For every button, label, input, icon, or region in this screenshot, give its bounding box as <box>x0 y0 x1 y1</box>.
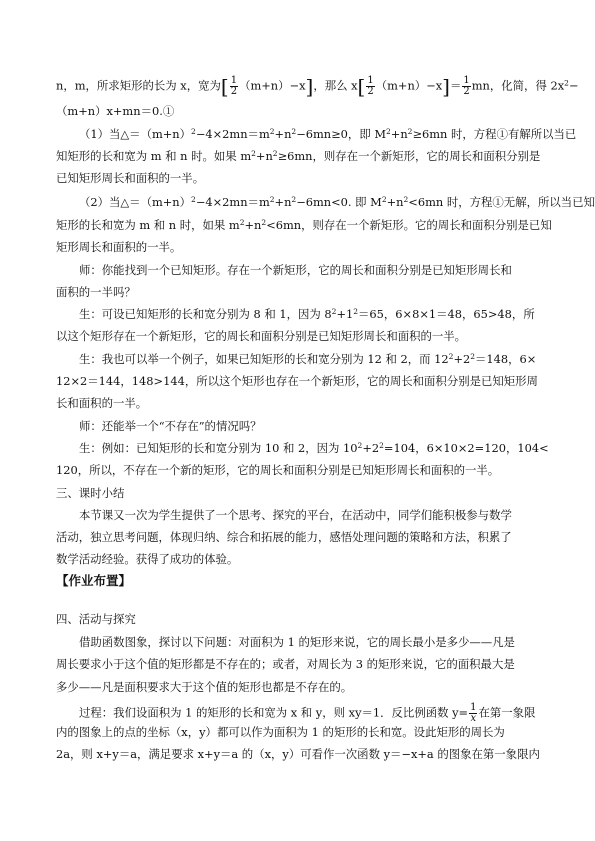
denominator: 2 <box>463 86 470 97</box>
superscript: 2 <box>191 127 196 136</box>
denominator: x <box>470 713 477 724</box>
bracket-open: [ <box>220 74 229 99</box>
text: 生：例如：已知矩形的长和宽分别为 10 和 2，因为 10 <box>79 441 358 455</box>
case1-line2 <box>56 149 546 163</box>
superscript: 2 <box>381 195 387 204</box>
case1-line1 <box>79 127 577 141</box>
superscript: 2 <box>448 352 454 361</box>
text: +n <box>274 195 292 209</box>
case2-line2 <box>56 218 552 232</box>
text: −6mn<0. 即 M <box>296 195 382 209</box>
text: 在第一象限 <box>478 705 536 720</box>
section4-heading: 四、活动与探究 <box>56 612 136 626</box>
section3-line1: 本节课又一次为学生提供了一个思考、探究的平台，在活动中，同学们能积极参与数学 <box>79 508 512 522</box>
student2-line3: 长和面积的一半。 <box>56 396 148 410</box>
homework-heading: 【作业布置】 <box>56 573 132 588</box>
text: −6mn≥0，即 M <box>296 127 386 141</box>
section3-heading: 三、课时小结 <box>56 486 125 500</box>
process-line2: 内的图象上的点的坐标（x，y）都可以作为面积为 1 的矩形的长和宽。设此矩形的周长为 <box>56 725 505 739</box>
numerator: 1 <box>367 75 374 86</box>
para1-line1 <box>56 74 579 99</box>
numerator: 1 <box>463 75 470 86</box>
text: − <box>568 78 579 93</box>
student3-line2: 120，所以，不存在一个新的矩形，它的周长和面积分别是已知矩形周长和面积的一半。 <box>56 463 500 477</box>
superscript: 2 <box>269 127 275 136</box>
case2-line1 <box>79 195 595 209</box>
text: 矩形的长和宽为 m 和 n 时，如果 m <box>56 218 240 232</box>
section3-line2: 活动，独立思考问题，体现归纳、综合和拓展的能力，感悟处理问题的策略和方法，积累了 <box>56 530 512 544</box>
process-line1 <box>79 703 546 724</box>
case1-line3: 已知矩形周长和面积的一半。 <box>56 171 205 185</box>
text: <6mn，则存在一个新矩形。它的周长和面积分别是已知 <box>266 218 552 232</box>
section4-line3: 多少——凡是面积要求大于这个值的矩形也都是不存在的。 <box>56 680 353 694</box>
denominator: 2 <box>230 86 238 97</box>
student1-line2: 以这个矩形存在一个新矩形，它的周长和面积分别是已知矩形周长和面积的一半。 <box>56 329 467 343</box>
text: =104，6×10×2=120，104< <box>383 441 549 455</box>
bracket-open: [ <box>357 74 366 99</box>
superscript: 2 <box>386 127 391 136</box>
text: 知矩形的长和宽为 m 和 n 时。如果 m <box>56 149 252 163</box>
text: +n <box>244 218 262 232</box>
fraction-half <box>366 76 374 97</box>
numerator: 1 <box>470 702 477 713</box>
numerator: 1 <box>230 75 238 86</box>
text: n，m，所求矩形的长为 x，宽为 <box>56 78 221 93</box>
denominator: 2 <box>367 86 374 97</box>
superscript: 2 <box>357 441 363 450</box>
case2-line3: 矩形周长和面积的一半。 <box>56 240 182 254</box>
superscript: 2 <box>191 195 196 204</box>
teacher1-line2: 面积的一半吗？ <box>56 285 136 299</box>
bracket-close: ] <box>305 74 314 99</box>
section4-line1: 借助函数图象，探讨以下问题：对面积为 1 的矩形来说，它的周长最小是多少——凡是 <box>79 635 515 649</box>
process-line3: 2a，则 x+y＝a，满足要求 x+y＝a 的（x，y）可看作一次函数 y＝−x+a 的图象在第一象限内 <box>56 747 540 761</box>
superscript: 2 <box>291 195 297 204</box>
text: （1）当△＝（m+n） <box>79 127 192 141</box>
text: +n <box>390 127 408 141</box>
text: 过程：我们设面积为 1 的矩形的长和宽为 x 和 y，则 xy＝1．反比例函数 y= <box>79 705 469 720</box>
text: ≥6mn 时，方程①有解所以当已 <box>412 127 577 141</box>
student1-line1 <box>79 307 546 321</box>
section3-line3: 数学活动经验。获得了成功的体验。 <box>56 552 239 566</box>
teacher2-line1: 师：还能举一个“不存在”的情况吗？ <box>79 419 262 433</box>
superscript: 2 <box>470 352 476 361</box>
superscript: 2 <box>251 149 256 158</box>
fraction-half <box>230 76 238 97</box>
text: ≥6mn，则存在一个新矩形，它的周长和面积分别是 <box>277 149 541 163</box>
superscript: 2 <box>403 195 409 204</box>
text: <6mn 时，方程①无解，所以当已知 <box>408 195 595 209</box>
para1-line2: （m+n）x+mn＝0.① <box>56 104 175 118</box>
superscript: 2 <box>239 218 245 227</box>
text: mn，化简，得 2x <box>471 78 565 93</box>
fraction-one-over-x <box>469 703 477 724</box>
text: 生：可设已知矩形的长和宽分别为 8 和 1，因为 8 <box>79 307 332 321</box>
text: （2）当△＝（m+n） <box>79 195 192 209</box>
section4-line2: 周长要求小于这个值的矩形都是不存在的；或者，对周长为 3 的矩形来说，它的面积最大是 <box>56 657 515 671</box>
teacher1-line1: 师：你能找到一个已知矩形。存在一个新矩形，它的周长和面积分别是已知矩形周长和 <box>79 263 512 277</box>
superscript: 2 <box>269 195 275 204</box>
fraction-half <box>462 76 470 97</box>
superscript: 2 <box>331 307 337 316</box>
superscript: 2 <box>353 307 359 316</box>
text: +n <box>274 127 292 141</box>
text: +n <box>386 195 404 209</box>
text: +2 <box>453 352 471 366</box>
text: +2 <box>362 441 380 455</box>
student3-line1 <box>79 441 549 455</box>
text: ，那么 x <box>313 78 358 93</box>
student2-line1 <box>79 352 546 366</box>
text: （m+n）−x <box>239 78 306 93</box>
superscript: 2 <box>261 218 267 227</box>
text: −4×2mn＝m <box>195 195 270 209</box>
superscript: 2 <box>291 127 297 136</box>
text: +n <box>255 149 273 163</box>
text: −4×2mn＝m <box>195 127 270 141</box>
text: （m+n）−x <box>375 78 443 93</box>
text: +1 <box>336 307 354 321</box>
superscript: 2 <box>272 149 278 158</box>
text: ＝65，6×8×1＝48，65>48，所 <box>358 307 535 321</box>
student2-line2: 12×2＝144，148>144，所以这个矩形也存在一个新矩形，它的周长和面积分别是已知矩形周 <box>56 374 538 388</box>
superscript: 2 <box>407 127 413 136</box>
bracket-close: ] <box>442 74 450 99</box>
text: ＝148，6× <box>475 352 537 366</box>
text: ＝ <box>449 78 462 93</box>
text: 生：我也可以举一个例子，如果已知矩形的长和宽分别为 12 和 2，而 12 <box>79 352 449 366</box>
superscript: 2 <box>379 441 384 450</box>
superscript: 2 <box>564 78 569 88</box>
